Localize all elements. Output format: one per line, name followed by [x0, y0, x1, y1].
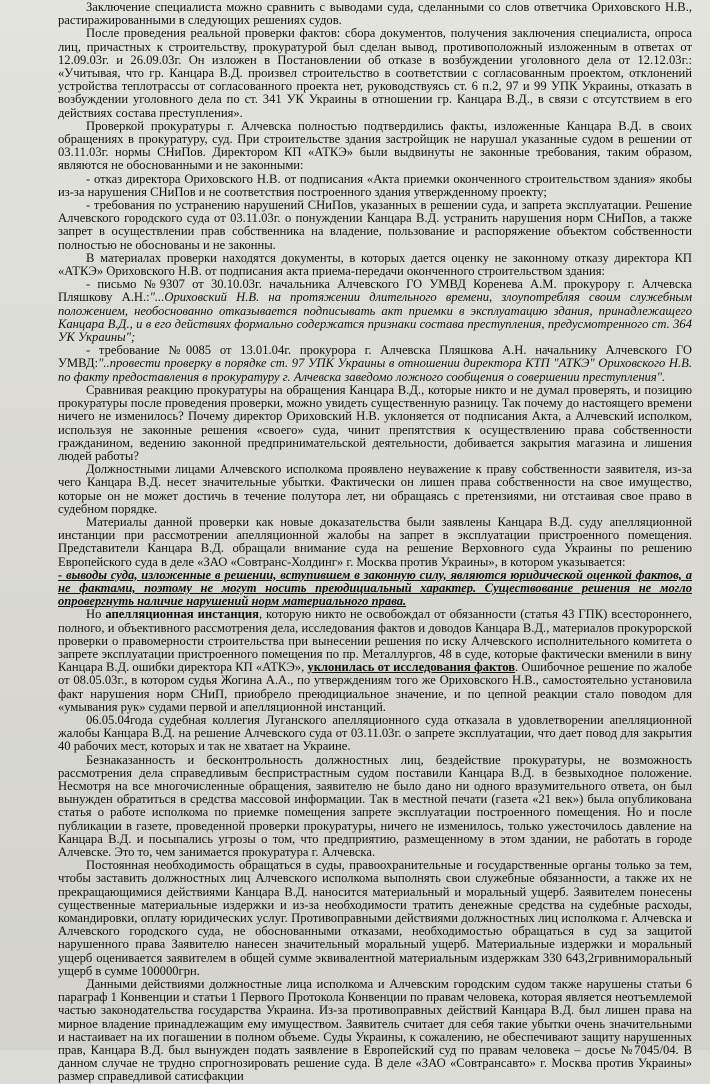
letter-quote: "...Ориховский Н.В. на протяжении длительного времени, злоупотребляя своим служебным положением, необоснованно отказывается подписывать акт приемки в эксплуатацию здания, принадлежащего Канцара В.Д., и в его действиях формально содержатся признаки состава преступления, предусмотренного ст. 364 УК Украины"; — [58, 290, 693, 345]
paragraph: Сравнивая реакцию прокуратуры на обращения Канцара В.Д., которые никто и не думал проверять, и позицию прокуратуры после проведения проверки, можно увидеть существенную разницу. Так почему до настоящего времени ничего не изменилось? Почему директор Ориховский Н.В. уклоняется от подписания Акта, а Алчевский исполком, используя не законные решения «своего» суда, чинит препятствия к осуществлению права собственности гражданином, ведению законной предпринимательской деятельности, добивается закрытия магазина и лишения людей работы? — [58, 382, 692, 463]
letter-reference: - письмо №9307 от 30.10.03г. начальника Алчевского ГО УМВД Коренева А.М. прокурору г. Алчевска Пляшкову А.Н.: — [58, 277, 692, 305]
paragraph: Проверкой прокуратуры г. Алчевска полностью подтвердились факты, изложенные Канцара В.Д. в своих обращениях в прокуратуру, суд. При строительстве здания застройщик не нарушал указанные судом в решении от 03.11.03г. нормы СНиПов. Директором КП «АТКЭ» были выдвинуты не законные требования, таким образом, являются не обоснованными и не законными: — [58, 118, 692, 173]
list-item — [58, 344, 692, 384]
bold-phrase: апелляционная инстанция — [105, 607, 259, 622]
list-item: - требования по устранению нарушений СНиПов, указанных в решении суда, и запрета эксплуатации. Решение Алчевского городского суда от 03.11.03г. о понуждении Канцара В.Д. устранить нарушения норм СНиПов, а также запрет в осуществлении прав собственника на владение, пользование и распоряжение объектом собственности полностью не обоснованы и не законны. — [58, 198, 692, 252]
list-item: - отказ директора Ориховского Н.В. от подписания «Акта приемки оконченного строительством здания» якобы из-за нарушения СНиПов и не соответствия построенного здания утвержденному проекту; — [58, 171, 692, 199]
paragraph — [58, 608, 692, 714]
paragraph: Постоянная необходимость обращаться в суды, правоохранительные и государственные органы только за тем, чтобы заставить должностных лиц Алчевского исполкома выполнять свои служебные обязанности, а также их не прекращающимися действиями Канцара В.Д. наносится материальный и моральный ущерб. Заявителем понесены существенные материальные издержки и из-за необходимости тратить денежные средства на судебные расходы, командировки, оплату юридических услуг. Противоправными действиями должностных лиц исполкома г. Алчевска и Алчевского городского суда, не обоснованными отказами, необходимостью обращаться в суд за защитой нарушенного права Заявителю нанесен значительный моральный ущерб. Материальные издержки и моральный ущерб оценивается заявителем в общей сумме эквивалентной материальным издержкам 330 643,2гривниморальный ущерб в сумме 100000грн. — [58, 858, 692, 978]
paragraph: В материалах проверки находятся документы, в которых дается оценку не законному отказу директора КП «АТКЭ» Ориховского Н.В. от подписания акта приема-передачи оконченного строительством здания: — [58, 250, 692, 279]
requirement-quote: "..провести проверку в порядке ст. 97 УПК Украины в отношении директора КТП "АТКЭ" Ориховского Н.В. по факту предоставления в прокуратуру г. Алчевска заведомо ложного сообщения о совершении преступления". — [58, 356, 692, 384]
requirement-reference: - требование №0085 от 13.01.04г. прокурора г. Алчевска Пляшкова А.Н. начальнику Алчевского ГО УМВД: — [58, 343, 692, 371]
text-run: , которую никто не освобождал от обязанности (статья 43 ГПК) всестороннего, полного, и объективного рассмотрения дела, исследования фактов и доводов Канцара В.Д., материалов прокурорской проверки о правомерности строительства при вынесении решения по иску Алчевского исполнительного комитета о запрете эксплуатации пристроенного помещения по пр. Металлургов, 48 в суде, которые фактически вменили в вину Канцара В.Д. ошибки директора КП «АТКЭ», — [58, 607, 692, 675]
text-run: . Ошибочное решение по жалобе от 08.05.03г., в котором судья Жогина А.А., по утверждениям того же Ориховского Н.В., самостоятельно установила факт нарушения норм СНиП, приобрело преюдициальное значение, и по цепной реакции стало поводом для «умывания рук» судами первой и апелляционной инстанций. — [58, 660, 692, 714]
court-quote-highlight: - выводы суда, изложенные в решении, вступившем в законную силу, являются юридической оценкой фактов, а не фактами, поэтому не могут носить преюдициальный характер. Существование решения не могло опровергнуть наличие нарушений норм материального права. — [58, 567, 692, 609]
bold-underlined-phrase: уклонилась от исследования фактов — [307, 660, 516, 675]
paragraph: Безнаказанность и бесконтрольность должностных лиц, бездействие прокуратуры, не возможность рассмотрения дела справедливым беспристрастным судом поставили Канцара В.Д. в безвыходное положение. Несмотря на все многочисленные обращения, заявителю не было дано ни одного вразумительного ответа, он был вынужден обратиться в средства массовой информации. Так в местной печати (газета «21 век») была опубликована статья о работе исполкома по приемке помещения запрете эксплуатации построенного помещения. Но и после публикации в газете, проведенной проверки прокуратуры, ничего не изменилось, только ужесточилось давление на Канцара В.Д. и посыпались угрозы о том, что предприятию, размещенному в этом здании, не работать в городе Алчевске. Это то, чем занимается прокуратура г. Алчевска. — [58, 752, 692, 859]
text-run: Но — [86, 607, 106, 622]
paragraph: Материалы данной проверки как новые доказательства были заявлены Канцара В.Д. суду апелляционной инстанции при рассмотрении апелляционной жалобы на запрет в эксплуатации пристроенного помещения. Представители Канцара В.Д. обращали внимание суда на решение Верховного суда Украины по решению Европейского суда в деле «ЗАО «Совтранс-Холдинг» г. Москва против Украины», в котором указывается: — [58, 514, 692, 569]
paragraph: Заключение специалиста можно сравнить с выводами суда, сделанными со слов ответчика Ориховского Н.В., растиражированными в следующих решениях судов. — [58, 0, 692, 28]
paragraph: 06.05.04года судебная коллегия Луганского апелляционного суда отказала в удовлетворении апелляционной жалобы Канцара В.Д. на решение Алчевского суда от 03.11.03г. о запрете эксплуатации, что дает повод для закрытия 40 рабочих мест, которых и так не хватает на Украине. — [58, 712, 692, 754]
paragraph: Должностными лицами Алчевского исполкома проявлено неуважение к праву собственности заявителя, из-за чего Канцара В.Д. несет значительные убытки. Фактически он лишен права собственности на свое имущество, которые он не может достичь в течение полутора лет, ни обращаясь с претензиями, ни отстаивая свое право в судебном порядке. — [58, 462, 692, 516]
document-body — [58, 1, 692, 1084]
paragraph: Данными действиями должностные лица исполкома и Алчевским городским судом также нарушены статьи 6 параграф 1 Конвенции и статьи 1 Первого Протокола Конвенции по правам человека, которая является неотъемлемой частью законодательства государства Украина. Из-за противоправных действий Канцара В.Д. был лишен права на мирное владение принадлежащим ему имуществом. Заявитель считает для себя такие убытки очень значительными и настаивает на их погашении в полном объеме. Суды Украины, к сожалению, не обеспечивают защиту нарушенных прав, Канцара В.Д. был вынужден подать заявление в Европейский суд по правам человека – досье №7045/04. В данном случае не трудно спрогнозировать решение суда. В деле «ЗАО «Совтрансавто» г. Москва против Украины» размер справедливой сатисфакции — [58, 977, 692, 1084]
paragraph: После проведения реальной проверки фактов: сбора документов, получения заключения специалиста, опроса лиц, причастных к строительству, прокуратурой был сделан вывод, противоположный изложенным в ответах от 12.09.03г. и 26.09.03г. Он изложен в Постановлении об отказе в возбуждении уголовного дела от 12.12.03г.: «Учитывая, что гр. Канцара В.Д. произвел строительство в соответствии с согласованным проектом, отклонений устройства теплотрассы от согласованного проекта нет, руководствуясь ст. 6 п.2, 97 и 99 УПК Украины, отказать в возбуждении уголовного дела по ст. 341 УК Украины в отношении гр. Канцара В.Д., в связи с отсутствием в его действиях состава преступления». — [58, 26, 692, 120]
list-item — [58, 278, 692, 344]
